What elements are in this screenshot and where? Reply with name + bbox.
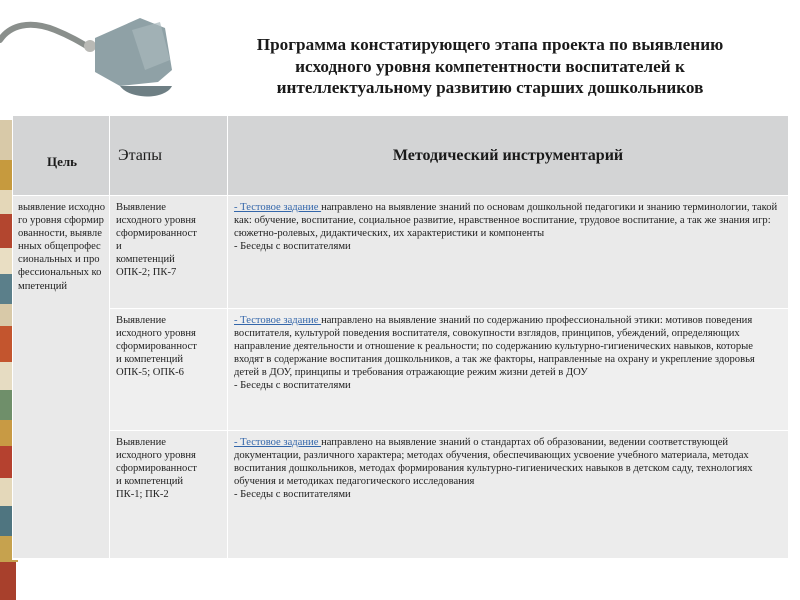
conversation-item: - Беседы с воспитателями: [234, 380, 351, 392]
test-task-link[interactable]: - Тестовое задание: [234, 437, 322, 448]
lamp-arm: [0, 25, 90, 48]
title-line-3: интеллектуальному развитию старших дошкольников: [276, 78, 704, 97]
conversation-item: - Беседы с воспитателями: [234, 241, 351, 253]
lamp-shade-icon: [95, 18, 172, 86]
header-goal: Цель: [13, 116, 110, 196]
header-method: Методический инструментарий: [228, 116, 789, 196]
method-cell-3: [228, 431, 789, 559]
method-cell-1: [228, 196, 789, 309]
title-line-1: Программа констатирующего этапа проекта по выявлению: [256, 35, 724, 54]
conversation-item: - Беседы с воспитателями: [234, 489, 351, 501]
title-line-2: исходного уровня компетентности воспитателей к: [295, 56, 685, 76]
page-title: [200, 34, 780, 99]
stage-cell-1: Выявление исходного уровня сформированност и компетенций ОПК-2; ПК-7: [110, 196, 228, 309]
method-text: направлено на выявление знаний о стандартах об образовании, ведении соответствующей документации, различного характера; методах обучения, обеспечивающих усвоение учебного материала, методах воспитания дошкольников, методах формирования культурно-гигиенических навыков в детском саду, технологиях обучения и методиках педагогического исследования: [234, 437, 753, 488]
method-text: направлено на выявление знаний по основам дошкольной педагогики и знанию терминологии, такой как: обучение, воспитание, социальное развитие, нравственное воспитание, трудовое воспитание, а так же знания игр: сюжетно-ролевых, дидактических, их характеристики и компоненты: [234, 202, 778, 240]
lamp-joint: [84, 40, 96, 52]
stage-cell-3: Выявление исходного уровня сформированност и компетенций ПК-1; ПК-2: [110, 431, 228, 559]
method-cell-2: [228, 309, 789, 431]
method-text: направлено на выявление знаний по содержанию профессиональной этики: мотивов поведения воспитателя, культурой поведения воспитателя, совокупности взглядов, принципов, убеждений, определяющих направление деятельности и отношение к реальности; по содержанию культурно-гигиенических навыков, которые входят в содержание воспитания дошкольников, а так же факторы, направленные на охрану и укрепление здоровья детей в ДОУ, принципы и требования отражающие режим жизни детей в ДОУ: [234, 315, 755, 379]
stage-cell-2: Выявление исходного уровня сформированност и компетенций ОПК-5; ОПК-6: [110, 309, 228, 431]
test-task-link[interactable]: - Тестовое задание: [234, 315, 322, 326]
program-table: [12, 115, 790, 560]
goal-cell: выявление исходного уровня сформированности, выявленных общепрофессиональных и профессиональных компетенций: [13, 196, 110, 559]
test-task-link[interactable]: - Тестовое задание: [234, 202, 322, 213]
header-stages: Этапы: [110, 116, 228, 196]
